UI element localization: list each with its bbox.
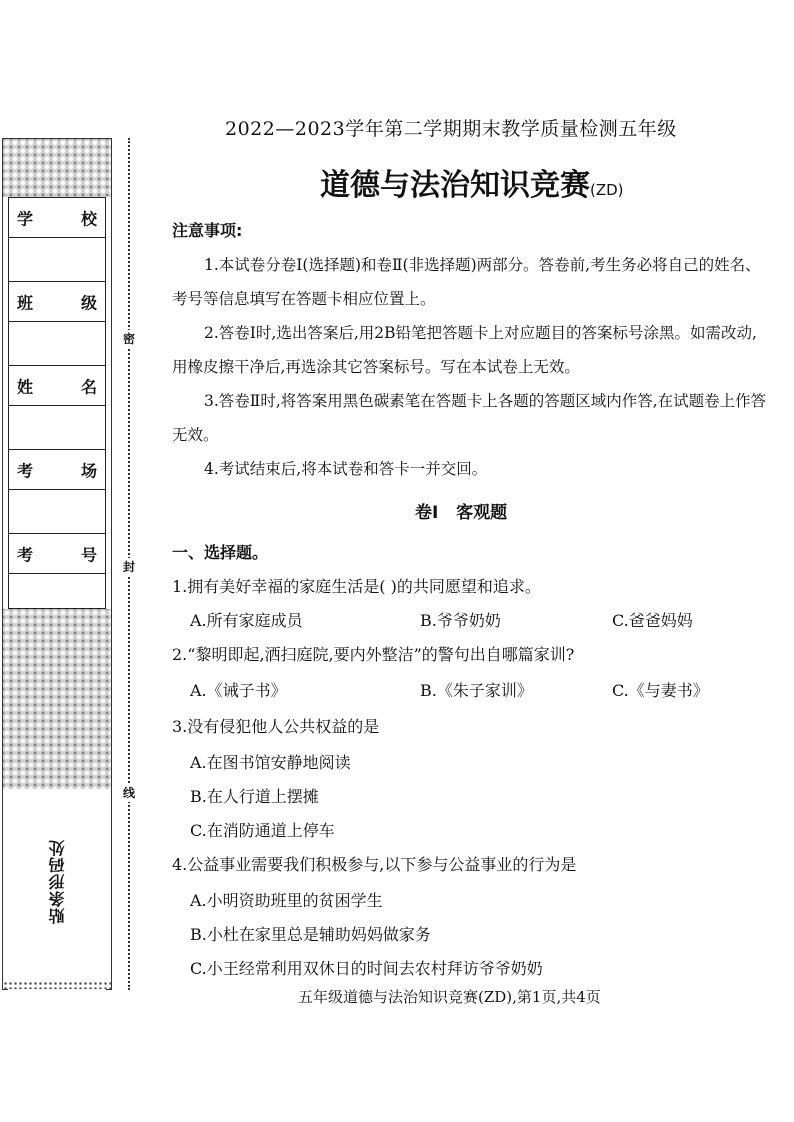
title-code: (ZD) [590,181,624,199]
page-footer: 五年级道德与法治知识竞赛(ZD),第1页,共4页 [298,988,601,1006]
field-label-left: 学 [17,209,34,228]
notice-item-2: 2.答卷Ⅰ时,选出答案后,用2B铅笔把答题卡上对应题目的答案标号涂黑。如需改动,用橡皮擦干净后,再选涂其它答案标号。写在本试卷上无效。 [172,324,757,376]
q4-option-b[interactable]: B.小杜在家里总是辅助妈妈做家务 [190,925,431,944]
hatch-pattern-top [3,139,111,197]
q3-option-a[interactable]: A.在图书馆安静地阅读 [190,753,351,772]
field-exam-number-blank[interactable] [9,574,105,610]
notice-heading: 注意事项: [172,221,243,240]
q1-option-b[interactable]: B.爷爷奶奶 [420,611,501,630]
seal-char-mi: 密 [120,330,138,348]
question-2: 2.“黎明即起,洒扫庭院,要内外整洁”的警句出自哪篇家训? [172,645,575,664]
field-label-right: 场 [80,461,97,480]
notice-item-4: 4.考试结束后,将本试卷和答卡一并交回。 [204,460,488,478]
q1-option-c[interactable]: C.爸爸妈妈 [612,611,693,630]
seal-char-xian: 线 [120,784,138,802]
field-class-blank[interactable] [9,322,105,366]
seal-char-feng: 封 [120,558,138,576]
q2-option-c[interactable]: C.《与妻书》 [612,681,709,700]
field-exam-number[interactable] [9,534,105,574]
part-heading: 一、选择题。 [172,543,269,562]
field-label-left: 考 [17,461,34,480]
barcode-area [8,799,106,1089]
q4-option-a[interactable]: A.小明资助班里的贫困学生 [190,891,383,910]
field-label-right: 校 [80,209,97,228]
field-label-right: 号 [80,545,97,564]
title-text: 道德与法治知识竞赛 [320,168,590,203]
field-name-blank[interactable] [9,406,105,450]
q1-option-a[interactable]: A.所有家庭成员 [190,611,303,630]
field-school-blank[interactable] [9,238,105,282]
field-exam-room[interactable] [9,450,105,490]
question-1: 1.拥有美好幸福的家庭生活是( )的共同愿望和追求。 [172,577,541,596]
q3-option-b[interactable]: B.在人行道上摆摊 [190,787,319,806]
field-label-left: 班 [17,293,34,312]
exam-info: 2022—2023学年第二学期期末教学质量检测五年级 [225,118,677,140]
barcode-label: 贴条形码处 [48,839,67,924]
student-info-table [8,197,106,609]
question-4: 4.公益事业需要我们积极参与,以下参与公益事业的行为是 [172,855,577,874]
field-school[interactable] [9,198,105,238]
strip-bottom-border [3,981,111,989]
section-heading: 卷Ⅰ 客观题 [415,503,508,523]
q2-option-b[interactable]: B.《朱子家训》 [420,681,533,700]
hatch-pattern-middle [3,609,111,789]
q3-option-c[interactable]: C.在消防通道上停车 [190,821,335,840]
field-label-left: 考 [17,545,34,564]
field-label-left: 姓 [17,377,34,396]
q4-option-c[interactable]: C.小王经常利用双休日的时间去农村拜访爷爷奶奶 [190,959,543,978]
field-class[interactable] [9,282,105,322]
page-title [320,160,624,204]
notice-item-3: 3.答卷Ⅱ时,将答案用黑色碳素笔在答题卡上各题的答题区域内作答,在试题卷上作答无效。 [172,392,767,444]
field-name[interactable] [9,366,105,406]
q2-option-a[interactable]: A.《诫子书》 [190,681,287,700]
notice-item-1: 1.本试卷分卷Ⅰ(选择题)和卷Ⅱ(非选择题)两部分。答卷前,考生务必将自己的姓名、考号等信息填写在答题卡相应位置上。 [172,256,761,308]
question-3: 3.没有侵犯他人公共权益的是 [172,717,380,736]
field-label-right: 级 [80,293,97,312]
binding-strip [2,138,112,990]
field-exam-room-blank[interactable] [9,490,105,534]
field-label-right: 名 [80,377,97,396]
